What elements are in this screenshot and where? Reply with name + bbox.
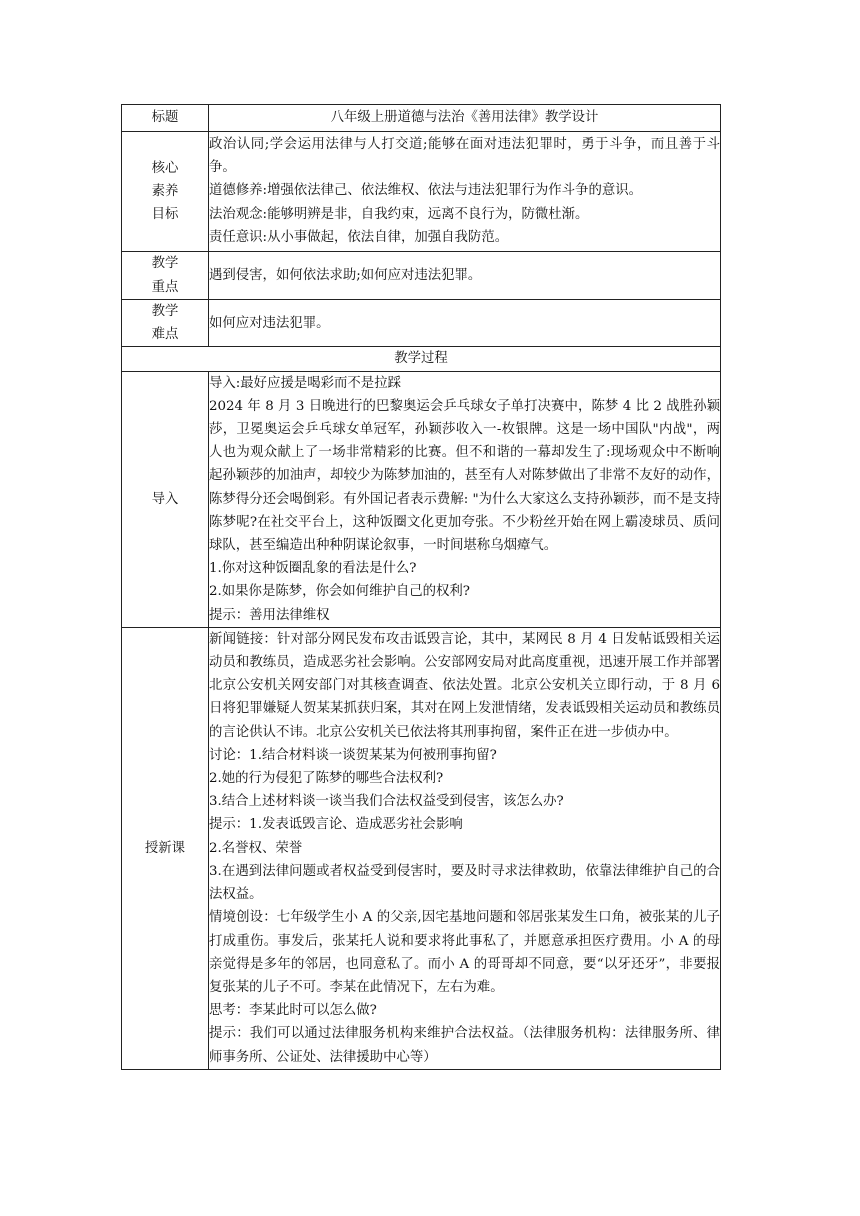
difficult-points-text: 如何应对违法犯罪。 [209,300,721,347]
new-lesson-paragraph: 新闻链接：针对部分网民发布攻击诋毁言论，其中，某网民 8 月 4 日发帖诋毁相关运动员和教练员，造成恶劣社会影响。公安部网安局对此高度重视，迅速开展工作并部署北京公安机关网安部门对其核查调查、依法处置。北京公安机关立即行动，于 8 月 6 日将犯罪嫌疑人贺某某抓获归案，其对在网上发泄情绪，发表诋毁相关运动员和教练员的言论供认不讳。北京公安机关已依法将其刑事拘留，案件正在进一步侦办中。 [209,631,720,740]
core-literacy-label-line: 目标 [151,207,179,223]
intro-paragraph: 2024 年 8 月 3 日晚进行的巴黎奥运会乒乓球女子单打决赛中，陈梦 4 比 2 战胜孙颖莎，卫冕奥运会乒乓球女单冠军，孙颖莎收入一-枚银牌。这是一场中国队"内战"，两人也为观众献上了一场非常精彩的比赛。但不和谐的一幕却发生了:现场观众中不断响起孙颖莎的加油声，却较少为陈梦加油的，甚至有人对陈梦做出了非常不友好的动作，陈梦得分还会喝倒彩。有外国记者表示费解: "为什么大家这么支持孙颖莎，而不是支持陈梦呢?在社交平台上，这种饭圈文化更加夸张。不少粉丝开始在网上霸凌球员、质问球队，甚至编造出种种阴谋论叙事，一时间堪称乌烟瘴气。 [209,398,720,554]
new-lesson-row [122,627,721,1069]
difficult-points-label-line: 教学 [151,304,179,320]
core-literacy-item: 政治认同;学会运用法律与人打交道;能够在面对违法犯罪时，勇于斗争，而且善于斗争。 [209,137,720,176]
core-literacy-item: 道德修养:增强依法律己、依法维权、依法与违法犯罪行为作斗争的意识。 [209,183,643,199]
new-lesson-paragraph: 3.在遇到法律问题或者权益受到侵害时，要及时寻求法律救助，依靠法律维护自己的合法权益。 [209,863,720,903]
lesson-plan-table [121,104,721,1070]
core-literacy-label-line: 素养 [151,183,179,199]
intro-paragraph: 1.你对这种饭圈乱象的看法是什么? [209,561,417,577]
core-literacy-item: 法治观念:能够明辨是非，自我约束，远离不良行为，防微杜渐。 [209,206,589,222]
new-lesson-paragraph: 提示：我们可以通过法律服务机构来维护合法权益。（法律服务机构：法律服务所、律师事务所、公证处、法律援助中心等） [209,1026,720,1065]
key-points-label-line: 教学 [151,256,179,272]
document-title: 八年级上册道德与法治《善用法律》教学设计 [209,105,721,132]
core-literacy-row [122,132,721,252]
title-row [122,105,721,132]
core-literacy-label-line: 核心 [151,160,179,176]
core-literacy-item: 责任意识:从小事做起，依法自律，加强自我防范。 [209,229,509,245]
new-lesson-paragraph: 提示：1.发表诋毁言论、造成恶劣社会影响 [209,817,463,833]
key-points-label-line: 重点 [151,279,179,295]
new-lesson-paragraph: 3.结合上述材料谈一谈当我们合法权益受到侵害，该怎么办? [209,794,564,810]
core-literacy-label [122,132,209,252]
intro-paragraph: 2.如果你是陈梦，你会如何维护自己的权利? [209,584,470,600]
key-points-label [122,252,209,300]
new-lesson-paragraph: 思考：李某此时可以怎么做? [209,1003,377,1019]
key-points-text: 遇到侵害，如何依法求助;如何应对违法犯罪。 [209,252,721,300]
intro-label: 导入 [122,371,209,627]
difficult-points-label-line: 难点 [151,327,179,343]
intro-paragraph: 提示：善用法律维权 [209,607,330,623]
intro-paragraph: 导入:最好应援是喝彩而不是拉踩 [209,375,401,391]
process-header: 教学过程 [122,347,721,371]
core-literacy-content [209,132,721,252]
process-header-row [122,347,721,371]
difficult-points-label [122,300,209,347]
new-lesson-content [209,627,721,1069]
title-label: 标题 [122,105,209,132]
difficult-points-row [122,300,721,347]
intro-content [209,371,721,627]
new-lesson-paragraph: 情境创设：七年级学生小 A 的父亲,因宅基地问题和邻居张某发生口角，被张某的儿子打成重伤。事发后，张某托人说和要求将此事私了，并愿意承担医疗费用。小 A 的母亲觉得是多年的邻居，也同意私了。而小 A 的哥哥却不同意，要“以牙还牙”，非要报复张某的儿子不可。李某在此情况下，左右为难。 [209,910,720,995]
new-lesson-paragraph: 讨论：1.结合材料谈一谈贺某某为何被刑事拘留? [209,747,497,763]
new-lesson-paragraph: 2.名誉权、荣誉 [209,840,303,856]
new-lesson-label: 授新课 [122,627,209,1069]
new-lesson-paragraph: 2.她的行为侵犯了陈梦的哪些合法权利? [209,771,444,787]
key-points-row [122,252,721,300]
intro-row [122,371,721,627]
